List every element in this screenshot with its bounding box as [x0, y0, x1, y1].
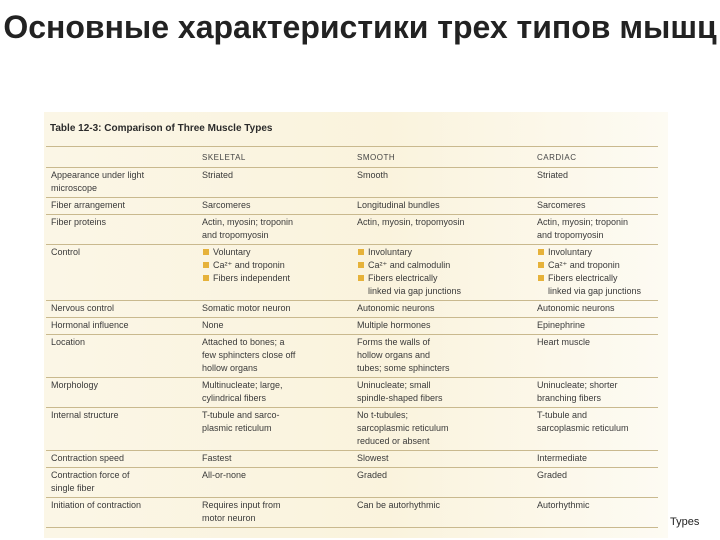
- bullet-text: [368, 259, 450, 272]
- cell-skeletal: [198, 335, 353, 378]
- cell-cardiac: [533, 468, 658, 498]
- table-row: [46, 408, 658, 451]
- cell-smooth: [353, 408, 533, 451]
- row-label: [46, 198, 198, 215]
- cell-cardiac: [533, 168, 658, 198]
- row-label: [46, 301, 198, 318]
- cell-line: Multiple hormones: [357, 320, 431, 330]
- bullet-line: Fibers independent: [213, 273, 291, 283]
- cell-smooth: [353, 301, 533, 318]
- bullet-item: [357, 246, 529, 259]
- cell-line: Actin, myosin; troponin: [202, 217, 294, 227]
- cell-cardiac: [533, 451, 658, 468]
- cell-line: cylindrical fibers: [202, 393, 267, 403]
- row-label-line: Contraction force of: [51, 470, 130, 480]
- cell-line: sarcoplasmic reticulum: [537, 423, 629, 433]
- cell-line: T-tubule and: [537, 410, 588, 420]
- cell-skeletal: [198, 451, 353, 468]
- cell-line: reduced or absent: [357, 436, 430, 446]
- cell-line: branching fibers: [537, 393, 602, 403]
- cell-line: plasmic reticulum: [202, 423, 272, 433]
- row-label: [46, 168, 198, 198]
- bullet-line: Involuntary: [368, 247, 413, 257]
- header-cardiac: CARDIAC: [533, 147, 658, 168]
- cell-line: Sarcomeres: [537, 200, 586, 210]
- bullet-line: Ca²⁺ and troponin: [213, 260, 285, 270]
- bullet-square-icon: [538, 275, 544, 281]
- cell-line: All-or-none: [202, 470, 247, 480]
- table-body: [46, 168, 658, 528]
- cell-cardiac: [533, 198, 658, 215]
- cell-smooth: [353, 451, 533, 468]
- cell-smooth: [353, 318, 533, 335]
- header-smooth: SMOOTH: [353, 147, 533, 168]
- cell-skeletal: [198, 378, 353, 408]
- cell-line: None: [202, 320, 224, 330]
- bullet-text: [548, 246, 592, 259]
- cell-smooth: [353, 335, 533, 378]
- cell-line: Can be autorhythmic: [357, 500, 441, 510]
- cell-line: Graded: [357, 470, 388, 480]
- cell-line: No t-tubules;: [357, 410, 409, 420]
- bullet-line: Ca²⁺ and troponin: [548, 260, 620, 270]
- table-row: [46, 498, 658, 528]
- row-label: [46, 215, 198, 245]
- cell-smooth: [353, 198, 533, 215]
- cell-cardiac: [533, 318, 658, 335]
- bullet-text: [548, 259, 620, 272]
- bullet-text: [213, 246, 251, 259]
- cell-line: spindle-shaped fibers: [357, 393, 443, 403]
- cell-line: tubes; some sphincters: [357, 363, 450, 373]
- table-row: [46, 335, 658, 378]
- row-label-line: Contraction speed: [51, 453, 125, 463]
- bullet-square-icon: [358, 262, 364, 268]
- header-blank: [46, 147, 198, 168]
- bullet-line: linked via gap junctions: [368, 286, 462, 296]
- cell-line: Actin, myosin; troponin: [537, 217, 629, 227]
- slide-title: Основные характеристики трех типов мышц: [3, 9, 717, 45]
- bullet-square-icon: [358, 249, 364, 255]
- row-label-line: Initiation of contraction: [51, 500, 142, 510]
- cell-smooth: [353, 168, 533, 198]
- row-label-line: Hormonal influence: [51, 320, 129, 330]
- cell-line: Requires input from: [202, 500, 281, 510]
- row-label-line: Nervous control: [51, 303, 115, 313]
- row-label: [46, 318, 198, 335]
- bullet-line: Fibers electrically: [548, 273, 618, 283]
- bullet-item: [202, 246, 349, 259]
- row-label: [46, 498, 198, 528]
- cell-smooth: [353, 378, 533, 408]
- cell-line: Epinephrine: [537, 320, 586, 330]
- row-label-line: Location: [51, 337, 86, 347]
- row-label: [46, 408, 198, 451]
- cell-cardiac: [533, 301, 658, 318]
- cell-line: Heart muscle: [537, 337, 591, 347]
- bullet-text: [368, 272, 461, 298]
- row-label: [46, 335, 198, 378]
- bullet-square-icon: [203, 249, 209, 255]
- row-label-line: Fiber proteins: [51, 217, 107, 227]
- bullet-line: Ca²⁺ and calmodulin: [368, 260, 451, 270]
- bullet-line: Fibers electrically: [368, 273, 438, 283]
- cell-cardiac: [533, 335, 658, 378]
- cell-line: Autonomic neurons: [357, 303, 435, 313]
- cell-skeletal: [198, 245, 353, 301]
- cell-line: Intermediate: [537, 453, 588, 463]
- table-caption: Table 12-3: Comparison of Three Muscle Types: [50, 123, 273, 134]
- bullet-item: [357, 272, 529, 298]
- bullet-square-icon: [538, 262, 544, 268]
- row-label-line: single fiber: [51, 483, 95, 493]
- cell-cardiac: [533, 498, 658, 528]
- cell-line: Fastest: [202, 453, 232, 463]
- table-row: [46, 378, 658, 408]
- cell-line: Autonomic neurons: [537, 303, 615, 313]
- bullet-line: Voluntary: [213, 247, 251, 257]
- cell-line: Graded: [537, 470, 568, 480]
- cell-line: Autorhythmic: [537, 500, 590, 510]
- bullet-square-icon: [358, 275, 364, 281]
- table-row: [46, 245, 658, 301]
- header-skeletal: SKELETAL: [198, 147, 353, 168]
- bullet-item: [537, 272, 654, 298]
- table-row: [46, 468, 658, 498]
- cell-line: sarcoplasmic reticulum: [357, 423, 449, 433]
- row-label-line: Appearance under light: [51, 170, 145, 180]
- cell-line: T-tubule and sarco-: [202, 410, 280, 420]
- row-label-line: microscope: [51, 183, 98, 193]
- table-row: [46, 215, 658, 245]
- table-row: [46, 301, 658, 318]
- cell-line: Uninucleate; shorter: [537, 380, 618, 390]
- bullet-item: [357, 259, 529, 272]
- cell-line: and tropomyosin: [202, 230, 269, 240]
- bullet-item: [537, 246, 654, 259]
- row-label: [46, 468, 198, 498]
- bullet-item: [537, 259, 654, 272]
- cell-line: Smooth: [357, 170, 389, 180]
- cell-line: Forms the walls of: [357, 337, 431, 347]
- bullet-square-icon: [203, 262, 209, 268]
- cell-line: Somatic motor neuron: [202, 303, 291, 313]
- cell-cardiac: [533, 245, 658, 301]
- cell-line: Attached to bones; a: [202, 337, 285, 347]
- bullet-item: [202, 259, 349, 272]
- cell-line: Uninucleate; small: [357, 380, 431, 390]
- cell-line: Longitudinal bundles: [357, 200, 440, 210]
- cell-cardiac: [533, 215, 658, 245]
- cell-line: Sarcomeres: [202, 200, 251, 210]
- cell-line: few sphincters close off: [202, 350, 296, 360]
- cell-smooth: [353, 468, 533, 498]
- row-label: [46, 451, 198, 468]
- cell-smooth: [353, 215, 533, 245]
- cell-line: Actin, myosin, tropomyosin: [357, 217, 465, 227]
- table-header-row: [46, 147, 658, 168]
- cell-smooth: [353, 245, 533, 301]
- bullet-text: [368, 246, 412, 259]
- cell-skeletal: [198, 408, 353, 451]
- row-label: [46, 378, 198, 408]
- cell-line: Striated: [537, 170, 569, 180]
- table-row: [46, 198, 658, 215]
- cell-skeletal: [198, 498, 353, 528]
- cell-line: and tropomyosin: [537, 230, 604, 240]
- bullet-line: Involuntary: [548, 247, 593, 257]
- cell-line: Slowest: [357, 453, 389, 463]
- table-row: [46, 318, 658, 335]
- bullet-text: [213, 259, 285, 272]
- cell-skeletal: [198, 215, 353, 245]
- cell-line: Striated: [202, 170, 234, 180]
- row-label-line: Morphology: [51, 380, 99, 390]
- row-label-line: Control: [51, 247, 81, 257]
- row-label-line: Internal structure: [51, 410, 119, 420]
- footer-label: Types: [670, 516, 700, 528]
- table-row: [46, 168, 658, 198]
- cell-cardiac: [533, 408, 658, 451]
- cell-skeletal: [198, 198, 353, 215]
- bullet-square-icon: [203, 275, 209, 281]
- cell-skeletal: [198, 318, 353, 335]
- bullet-square-icon: [538, 249, 544, 255]
- cell-cardiac: [533, 378, 658, 408]
- bullet-text: [213, 272, 290, 285]
- cell-line: motor neuron: [202, 513, 256, 523]
- bullet-text: [548, 272, 641, 298]
- table-row: [46, 451, 658, 468]
- bullet-item: [202, 272, 349, 285]
- row-label-line: Fiber arrangement: [51, 200, 126, 210]
- cell-skeletal: [198, 168, 353, 198]
- cell-line: hollow organs and: [357, 350, 431, 360]
- cell-skeletal: [198, 468, 353, 498]
- cell-skeletal: [198, 301, 353, 318]
- cell-smooth: [353, 498, 533, 528]
- row-label: [46, 245, 198, 301]
- bullet-line: linked via gap junctions: [548, 286, 642, 296]
- cell-line: Multinucleate; large,: [202, 380, 283, 390]
- cell-line: hollow organs: [202, 363, 258, 373]
- comparison-table: [46, 146, 658, 528]
